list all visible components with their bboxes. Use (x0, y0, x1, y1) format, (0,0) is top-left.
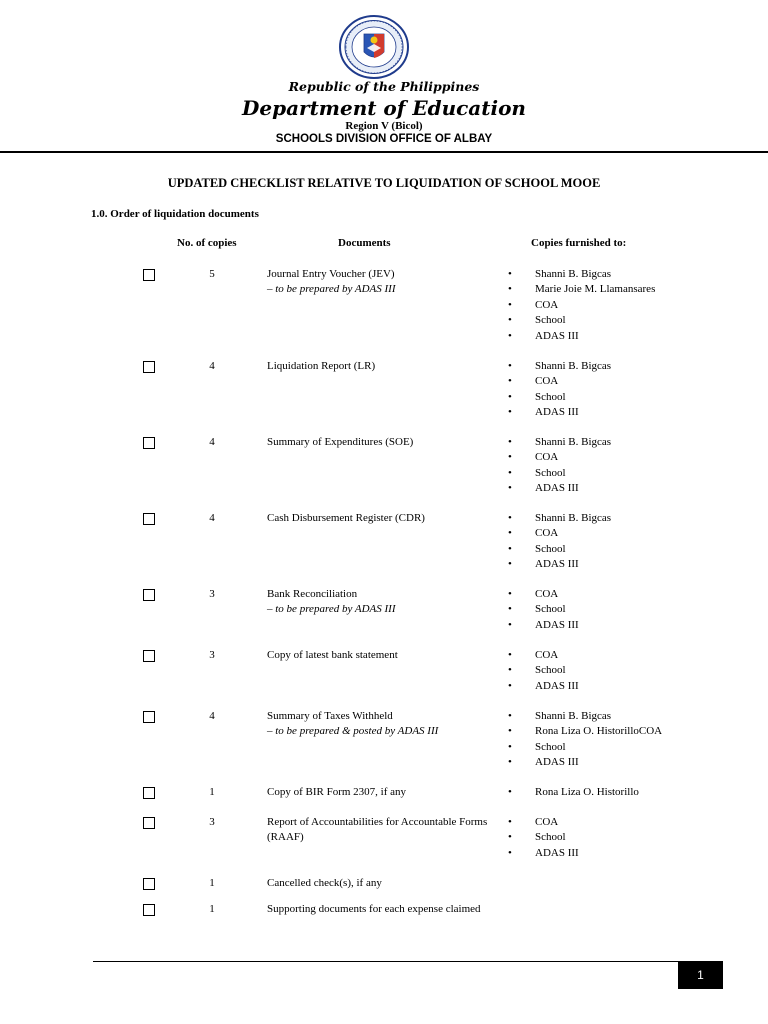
furnished-recipient: • School (508, 830, 579, 845)
furnished-recipient: • Shanni B. Bigcas (508, 435, 611, 450)
furnished-recipient: • COA (508, 450, 611, 465)
column-header-furnished: Copies furnished to: (531, 237, 627, 249)
checkbox[interactable] (143, 650, 155, 662)
deped-seal-logo (338, 14, 410, 80)
furnished-list (508, 267, 655, 344)
furnished-recipient: • Shanni B. Bigcas (508, 511, 611, 526)
header-divider (0, 151, 768, 153)
document-cell (267, 815, 497, 846)
copies-count: 4 (209, 436, 215, 448)
document-name: Supporting documents for each expense claimed (267, 903, 481, 915)
document-title: UPDATED CHECKLIST RELATIVE TO LIQUIDATION OF SCHOOL MOOE (167, 176, 601, 190)
document-cell (267, 648, 497, 663)
furnished-recipient: • ADAS III (508, 618, 579, 633)
furnished-recipient: • ADAS III (508, 679, 579, 694)
furnished-recipient: • ADAS III (508, 755, 662, 770)
document-cell (267, 359, 497, 374)
checkbox[interactable] (143, 589, 155, 601)
copies-count: 1 (209, 877, 215, 889)
division-heading: SCHOOLS DIVISION OFFICE OF ALBAY (275, 133, 493, 145)
furnished-recipient: • COA (508, 298, 655, 313)
furnished-recipient: • School (508, 466, 611, 481)
furnished-recipient: • COA (508, 587, 579, 602)
document-cell (267, 902, 497, 917)
department-heading: Department of Education (242, 96, 526, 120)
furnished-recipient: • School (508, 663, 579, 678)
document-name: Cancelled check(s), if any (267, 877, 382, 889)
document-note: – to be prepared by ADAS III (267, 283, 396, 296)
document-cell (267, 709, 497, 740)
column-header-documents: Documents (338, 237, 391, 249)
document-note: – to be prepared by ADAS III (267, 603, 396, 616)
document-cell (267, 587, 497, 618)
furnished-recipient: • ADAS III (508, 405, 611, 420)
copies-count: 3 (209, 588, 215, 600)
furnished-recipient: • School (508, 542, 611, 557)
checkbox[interactable] (143, 787, 155, 799)
copies-count: 4 (209, 710, 215, 722)
section-heading: 1.0. Order of liquidation documents (91, 208, 259, 220)
furnished-list (508, 785, 639, 800)
furnished-recipient: • COA (508, 815, 579, 830)
furnished-list (508, 815, 579, 861)
document-cell (267, 876, 497, 891)
footer-divider (93, 961, 683, 962)
document-cell (267, 511, 497, 526)
checkbox[interactable] (143, 904, 155, 916)
furnished-list (508, 648, 579, 694)
document-name: Summary of Taxes Withheld (267, 710, 393, 722)
furnished-recipient: • ADAS III (508, 329, 655, 344)
document-cell (267, 785, 497, 800)
document-cell (267, 435, 497, 450)
document-name: Bank Reconciliation (267, 588, 358, 600)
copies-count: 1 (209, 786, 215, 798)
furnished-recipient: • Marie Joie M. Llamansares (508, 282, 655, 297)
furnished-recipient: • COA (508, 374, 611, 389)
furnished-recipient: • Rona Liza O. Historillo (508, 785, 639, 800)
republic-heading: Republic of the Philippines (288, 79, 480, 94)
document-note: – to be prepared & posted by ADAS III (267, 725, 439, 738)
document-name: Journal Entry Voucher (JEV) (267, 268, 395, 280)
furnished-recipient: • Shanni B. Bigcas (508, 267, 655, 282)
copies-count: 5 (209, 268, 215, 280)
furnished-recipient: • ADAS III (508, 846, 579, 861)
copies-count: 4 (209, 360, 215, 372)
document-name: Liquidation Report (LR) (267, 360, 376, 372)
furnished-recipient: • School (508, 740, 662, 755)
checkbox[interactable] (143, 437, 155, 449)
document-name: Cash Disbursement Register (CDR) (267, 512, 425, 524)
checkbox[interactable] (143, 269, 155, 281)
checkbox[interactable] (143, 711, 155, 723)
document-name: Report of Accountabilities for Accountable Forms (RAAF) (267, 816, 488, 844)
furnished-recipient: • School (508, 390, 611, 405)
copies-count: 1 (209, 903, 215, 915)
furnished-recipient: • School (508, 602, 579, 617)
region-heading: Region V (Bicol) (345, 120, 423, 132)
furnished-recipient: • School (508, 313, 655, 328)
furnished-recipient: • COA (508, 648, 579, 663)
copies-count: 3 (209, 649, 215, 661)
document-cell (267, 267, 497, 298)
copies-count: 4 (209, 512, 215, 524)
checkbox[interactable] (143, 513, 155, 525)
checkbox[interactable] (143, 361, 155, 373)
furnished-recipient: • Shanni B. Bigcas (508, 359, 611, 374)
furnished-recipient: • ADAS III (508, 557, 611, 572)
page-number: 1 (678, 961, 723, 989)
furnished-list (508, 435, 611, 497)
copies-count: 3 (209, 816, 215, 828)
checkbox[interactable] (143, 817, 155, 829)
checkbox[interactable] (143, 878, 155, 890)
furnished-recipient: • COA (508, 526, 611, 541)
document-name: Copy of BIR Form 2307, if any (267, 786, 407, 798)
furnished-list (508, 359, 611, 421)
column-header-copies: No. of copies (177, 237, 237, 249)
furnished-recipient: • Rona Liza O. HistorilloCOA (508, 724, 662, 739)
furnished-recipient: • ADAS III (508, 481, 611, 496)
furnished-list (508, 587, 579, 633)
document-name: Copy of latest bank statement (267, 649, 398, 661)
document-name: Summary of Expenditures (SOE) (267, 436, 414, 448)
furnished-recipient: • Shanni B. Bigcas (508, 709, 662, 724)
furnished-list (508, 709, 662, 771)
furnished-list (508, 511, 611, 573)
